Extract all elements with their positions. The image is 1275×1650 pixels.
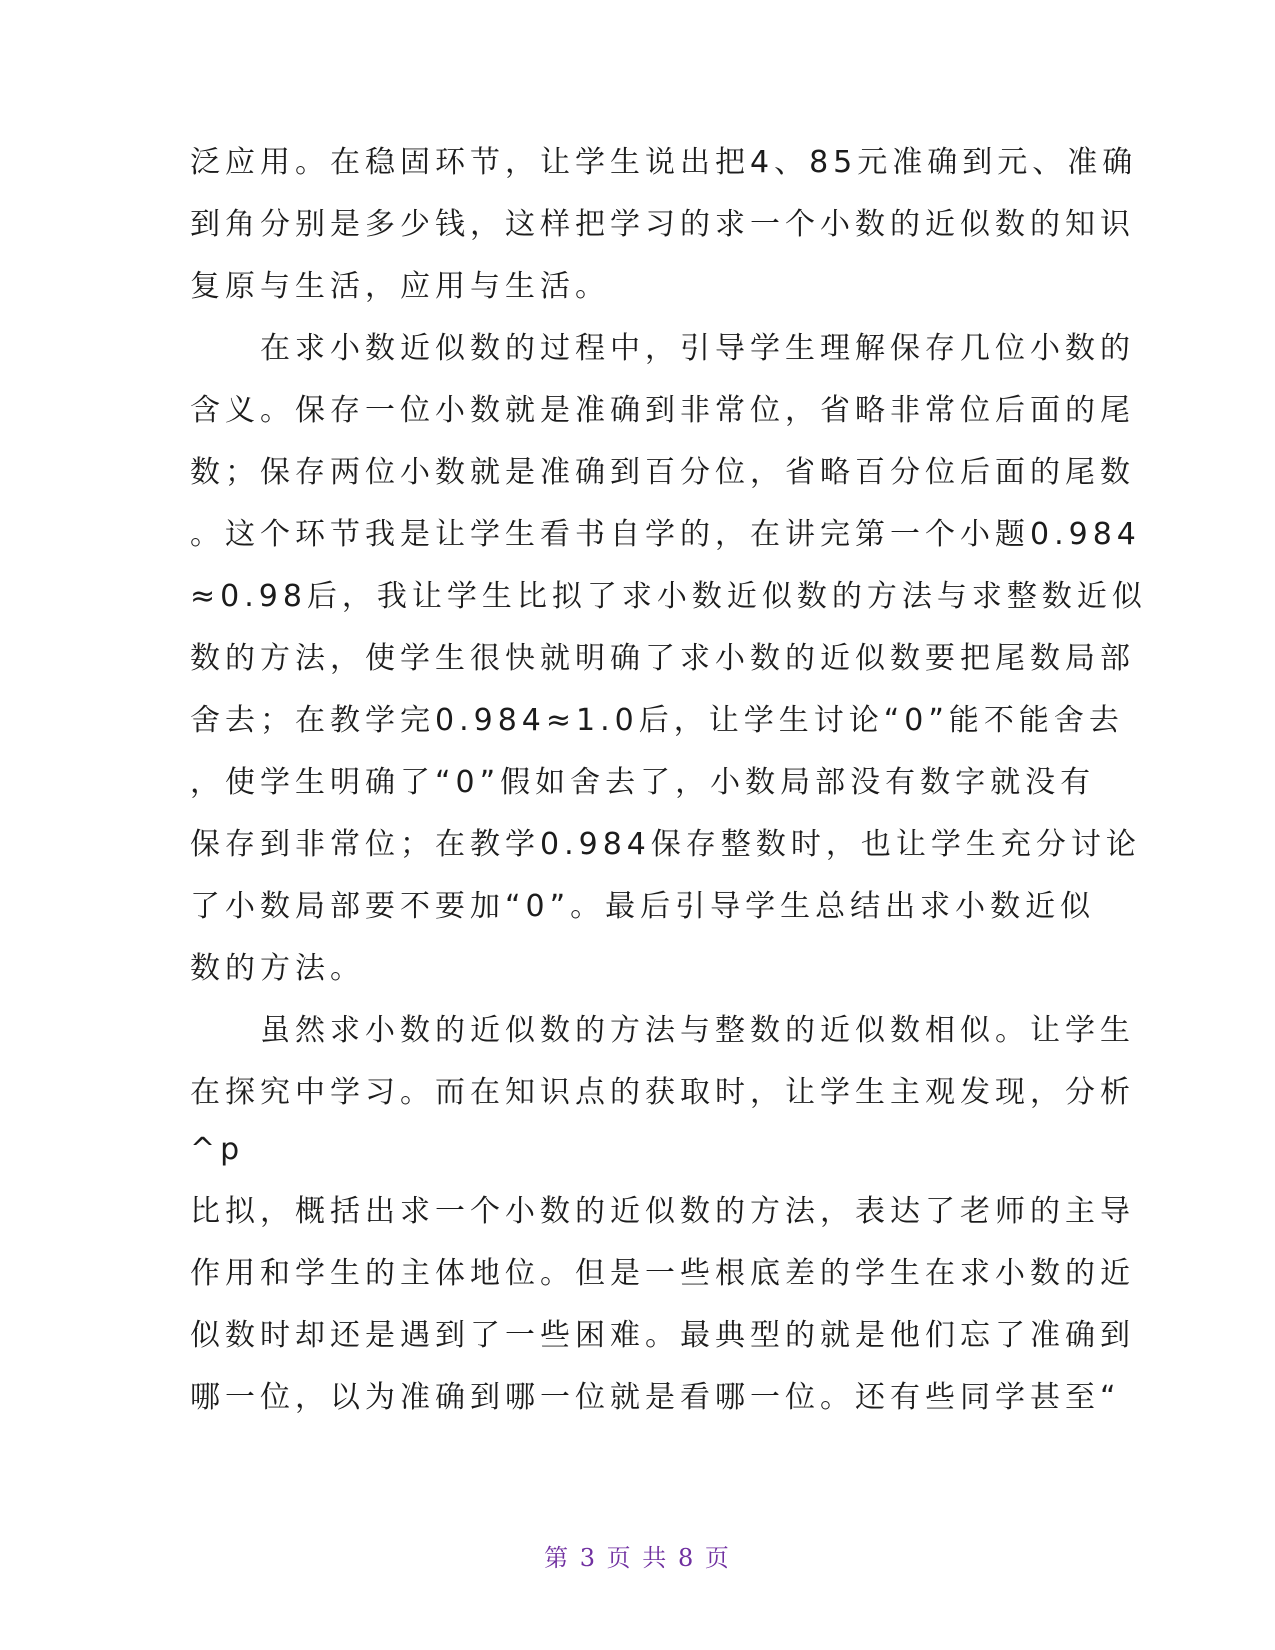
text-line: 比拟，概括出求一个小数的近似数的方法，表达了老师的主导 xyxy=(190,1194,1135,1229)
text-line: 数的方法，使学生很快就明确了求小数的近似数要把尾数局部 xyxy=(190,641,1135,676)
text-line: ^p xyxy=(190,1132,245,1167)
text-line: 含义。保存一位小数就是准确到非常位，省略非常位后面的尾 xyxy=(190,393,1135,428)
text-line: 了小数局部要不要加“0”。最后引导学生总结出求小数近似 xyxy=(190,889,1096,924)
text-line: 。这个环节我是让学生看书自学的，在讲完第一个小题0.984 xyxy=(190,517,1141,552)
text-line: 泛应用。在稳固环节，让学生说出把4、85元准确到元、准确 xyxy=(190,145,1138,180)
text-line: 数的方法。 xyxy=(190,951,365,986)
text-line: ，使学生明确了“0”假如舍去了，小数局部没有数字就没有 xyxy=(190,765,1096,800)
text-line: 保存到非常位；在教学0.984保存整数时，也让学生充分讨论 xyxy=(190,827,1141,862)
text-line: 到角分别是多少钱，这样把学习的求一个小数的近似数的知识 xyxy=(190,207,1135,242)
text-line: ≈0.98后，我让学生比拟了求小数近似数的方法与求整数近似 xyxy=(190,579,1147,614)
text-line: 复原与生活，应用与生活。 xyxy=(190,269,610,304)
text-line: 作用和学生的主体地位。但是一些根底差的学生在求小数的近 xyxy=(190,1256,1135,1291)
text-line: 似数时却还是遇到了一些困难。最典型的就是他们忘了准确到 xyxy=(190,1318,1135,1353)
text-line: 哪一位，以为准确到哪一位就是看哪一位。还有些同学甚至“ xyxy=(190,1380,1121,1415)
text-line: 舍去；在教学完0.984≈1.0后，让学生讨论“0”能不能舍去 xyxy=(190,703,1124,738)
text-line: 在探究中学习。而在知识点的获取时，让学生主观发现，分析 xyxy=(190,1075,1135,1110)
text-line: 虽然求小数的近似数的方法与整数的近似数相似。让学生 xyxy=(190,1013,1135,1048)
text-line: 在求小数近似数的过程中，引导学生理解保存几位小数的 xyxy=(190,331,1135,366)
page-footer: 第 3 页 共 8 页 xyxy=(544,1544,731,1572)
text-line: 数；保存两位小数就是准确到百分位，省略百分位后面的尾数 xyxy=(190,455,1135,490)
